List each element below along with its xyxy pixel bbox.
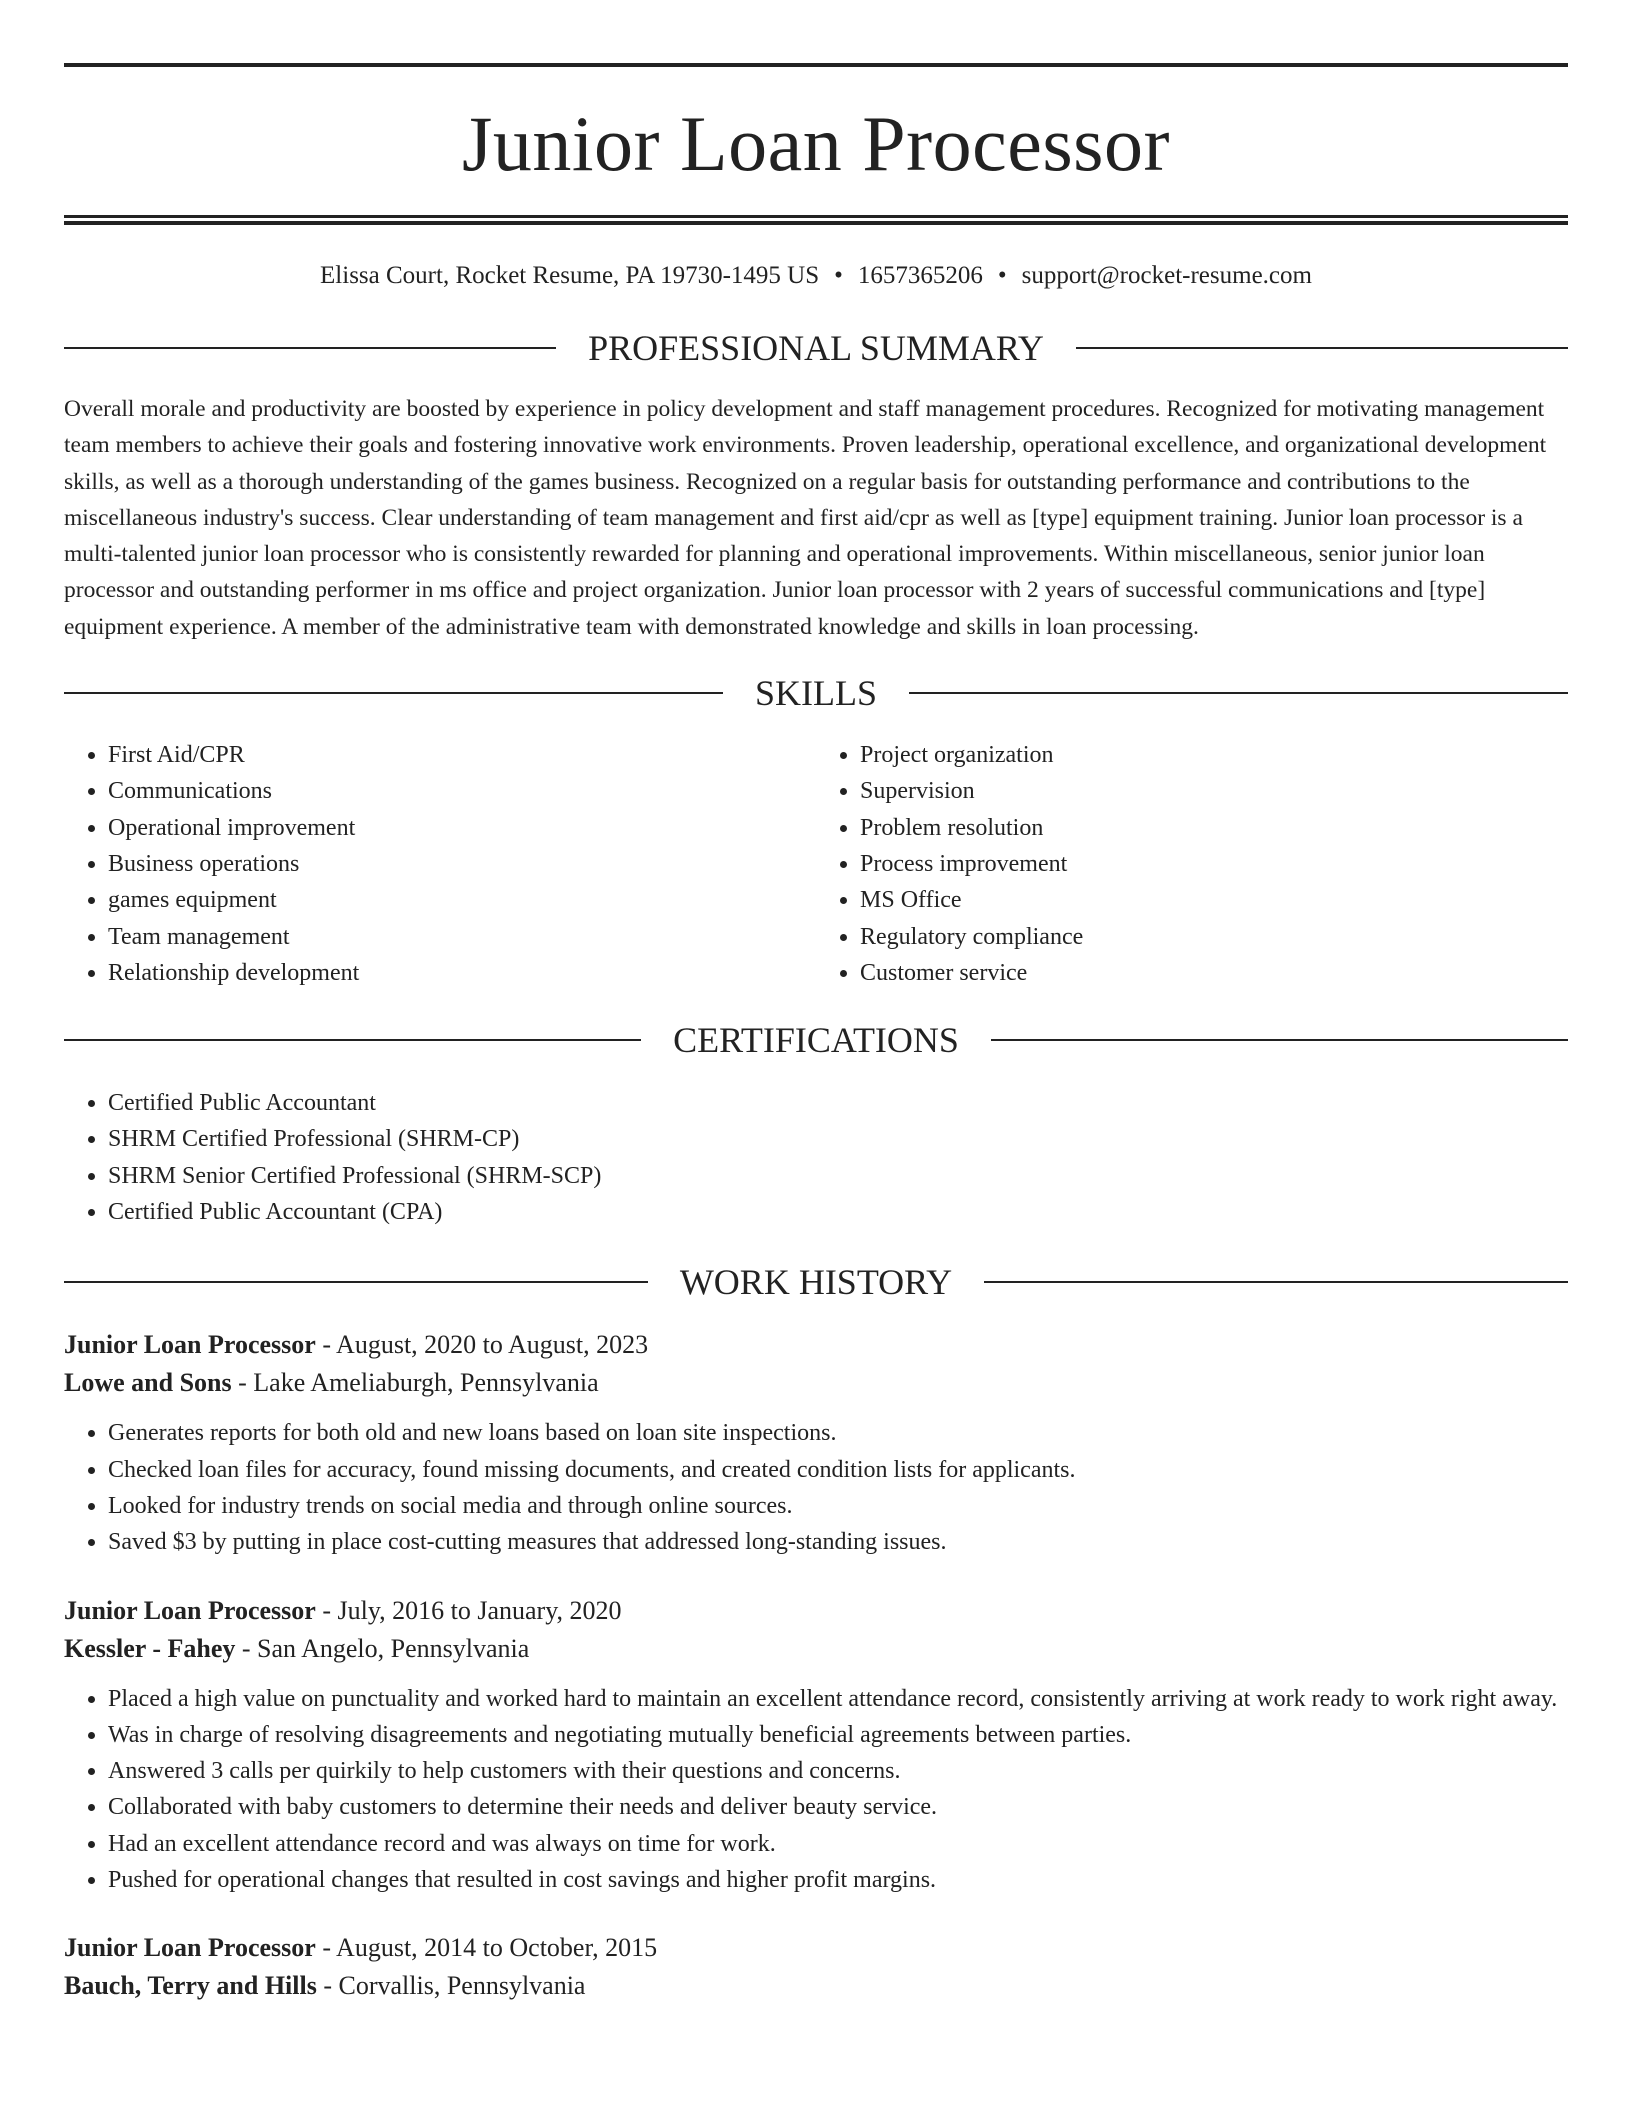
job-company-line <box>64 1967 1568 2005</box>
heading-rule-left <box>64 1281 648 1283</box>
job-location: - Lake Ameliaburgh, Pennsylvania <box>231 1368 599 1398</box>
skill-item: • First Aid/CPR <box>108 737 816 773</box>
job-entry <box>64 1592 1568 1899</box>
skill-item: • Process improvement <box>860 846 1568 882</box>
job-bullet: • Was in charge of resolving disagreements and negotiating mutually beneficial agreements between parties. <box>108 1717 1568 1753</box>
skill-item: • Team management <box>108 919 816 955</box>
certifications-list <box>64 1085 1568 1230</box>
job-title-line <box>64 1326 1568 1364</box>
job-bullets <box>64 1415 1568 1560</box>
job-title: Junior Loan Processor <box>64 1330 316 1360</box>
job-dates: - August, 2014 to October, 2015 <box>315 1933 658 1963</box>
work-history-list <box>64 1326 1568 2005</box>
skills-heading-label: SKILLS <box>755 673 878 714</box>
skills-list <box>64 737 1568 991</box>
heading-rule-left <box>64 692 723 694</box>
skill-item: • Problem resolution <box>860 810 1568 846</box>
resume-title: Junior Loan Processor <box>461 100 1171 187</box>
skills-column-left <box>64 737 816 991</box>
certifications-heading-label: CERTIFICATIONS <box>673 1020 959 1061</box>
summary-heading <box>64 330 1568 366</box>
contact-line <box>64 261 1568 291</box>
job-title: Junior Loan Processor <box>64 1933 316 1963</box>
work-history-heading <box>64 1262 1568 1303</box>
certification-item: • Certified Public Accountant (CPA) <box>108 1194 1568 1230</box>
job-dates: - July, 2016 to January, 2020 <box>315 1595 622 1625</box>
heading-rule-left <box>64 1039 641 1041</box>
heading-rule-right <box>984 1281 1568 1283</box>
skill-item: • MS Office <box>860 882 1568 918</box>
skills-heading <box>64 673 1568 714</box>
job-entry <box>64 1326 1568 1560</box>
skill-item: • Customer service <box>860 955 1568 991</box>
skill-item: • Relationship development <box>108 955 816 991</box>
job-bullet: • Pushed for operational changes that resulted in cost savings and higher profit margins. <box>108 1862 1568 1898</box>
work-history-heading-label: WORK HISTORY <box>679 1262 953 1303</box>
skills-left-list <box>64 737 816 991</box>
summary-text: Overall morale and productivity are boosted by experience in policy development and staff management procedures. Recognized for motivating management team members to achieve their goals and fostering innovative work environments. Proven leadership, operational excellence, and organizational development skills, as well as a thorough understanding of the games business. Recognized on a regular basis for outstanding performance and contributions to the miscellaneous industry's success. Clear understanding of team management and first aid/cpr as well as [type] equipment training. Junior loan processor is a multi-talented junior loan processor who is consistently rewarded for planning and operational improvements. Within miscellaneous, senior junior loan processor and outstanding performer in ms office and project organization. Junior loan processor with 2 years of successful communications and [type] equipment experience. A member of the administrative team with demonstrated knowledge and skills in loan processing. <box>64 396 1547 640</box>
contact-address: Elissa Court, Rocket Resume, PA 19730-1495 US <box>320 262 820 289</box>
skill-item: • games equipment <box>108 882 816 918</box>
contact-separator: • <box>997 262 1007 289</box>
skills-column-right <box>816 737 1568 991</box>
skills-right-list <box>816 737 1568 991</box>
summary-heading-label: PROFESSIONAL SUMMARY <box>588 328 1044 368</box>
job-bullet: • Collaborated with baby customers to determine their needs and deliver beauty service. <box>108 1789 1568 1825</box>
skill-item: • Project organization <box>860 737 1568 773</box>
job-entry <box>64 1929 1568 2005</box>
certifications-heading <box>64 1020 1568 1061</box>
heading-rule-right <box>909 692 1568 694</box>
contact-email: support@rocket-resume.com <box>1021 262 1312 289</box>
job-bullet: • Saved $3 by putting in place cost-cutting measures that addressed long-standing issues. <box>108 1524 1568 1560</box>
certification-item: • Certified Public Accountant <box>108 1085 1568 1121</box>
skill-item: • Supervision <box>860 773 1568 809</box>
job-company-line <box>64 1630 1568 1668</box>
job-company: Bauch, Terry and Hills <box>64 1971 317 2001</box>
job-bullet: • Had an excellent attendance record and was always on time for work. <box>108 1826 1568 1862</box>
job-title-line <box>64 1929 1568 1967</box>
job-dates: - August, 2020 to August, 2023 <box>315 1330 649 1360</box>
job-company: Kessler - Fahey <box>64 1633 236 1663</box>
heading-rule-right <box>1076 347 1568 349</box>
job-company-line <box>64 1364 1568 1402</box>
job-bullet: • Looked for industry trends on social media and through online sources. <box>108 1488 1568 1524</box>
heading-rule-left <box>64 347 556 349</box>
double-rule <box>64 215 1568 225</box>
top-rule <box>64 63 1568 67</box>
certification-item: • SHRM Senior Certified Professional (SHRM-SCP) <box>108 1158 1568 1194</box>
job-bullet: • Generates reports for both old and new loans based on loan site inspections. <box>108 1415 1568 1451</box>
job-bullet: • Checked loan files for accuracy, found missing documents, and created condition lists for applicants. <box>108 1452 1568 1488</box>
skill-item: • Business operations <box>108 846 816 882</box>
job-location: - Corvallis, Pennsylvania <box>316 1971 586 2001</box>
heading-rule-right <box>991 1039 1568 1041</box>
skill-item: • Regulatory compliance <box>860 919 1568 955</box>
job-bullets <box>64 1681 1568 1899</box>
job-location: - San Angelo, Pennsylvania <box>235 1633 530 1663</box>
skill-item: • Operational improvement <box>108 810 816 846</box>
job-bullet: • Placed a high value on punctuality and worked hard to maintain an excellent attendance record, consistently arriving at work ready to work right away. <box>108 1681 1568 1717</box>
contact-phone: 1657365206 <box>857 262 983 289</box>
job-title: Junior Loan Processor <box>64 1595 316 1625</box>
job-title-line <box>64 1592 1568 1630</box>
certification-item: • SHRM Certified Professional (SHRM-CP) <box>108 1121 1568 1157</box>
contact-separator: • <box>834 262 843 289</box>
job-company: Lowe and Sons <box>64 1368 232 1398</box>
skill-item: • Communications <box>108 773 816 809</box>
job-bullet: • Answered 3 calls per quirkily to help customers with their questions and concerns. <box>108 1753 1568 1789</box>
